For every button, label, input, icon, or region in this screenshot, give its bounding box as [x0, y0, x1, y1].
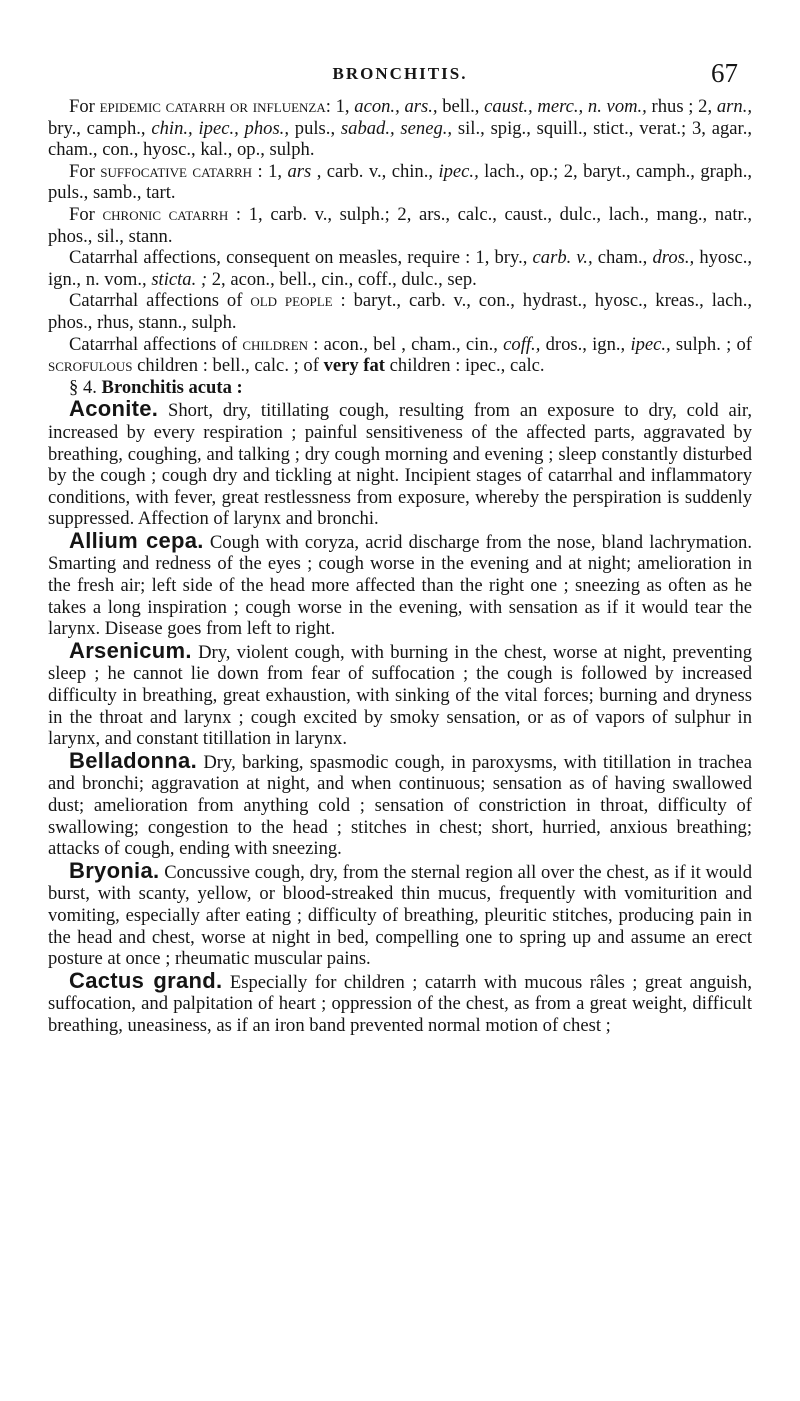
remedy-entry — [48, 857, 753, 970]
paragraph-old-people: Catarrhal affections of old people : baryt., carb. v., con., hydrast., hyosc., kreas., lach., phos., rhus, stann., sulph. — [48, 290, 752, 333]
remedy-name: Cactus grand. — [69, 967, 223, 993]
label-children: children — [242, 333, 309, 355]
remedy-text: Dry, barking, spasmodic cough, in paroxysms, with titillation in trachea and bronchi; aggravation at night, and when continuous; sensation as of having swallowed dust; amelioration from anything cold ; sensation of constriction in throat, difficulty of swallowing; congestion to the head ; stitches in chest; short, hurried, anxious breathing; attacks of cough, ending with sneezing. — [48, 751, 752, 860]
remedy-text: Cough with coryza, acrid discharge from the nose, bland lachrymation. Smarting and redness of the eyes ; cough worse in the evening and at night; amelioration in the fresh air; left side of the head more affected than the right one ; sneezing as often as he takes a long inspiration ; cough worse in the evening, with sensation as if it would tear the larynx. Disease goes from left to right. — [48, 531, 752, 640]
remedy-name: Arsenicum. — [69, 637, 192, 663]
remedy-name: Aconite. — [69, 396, 159, 422]
label-old-people: old people — [250, 290, 333, 312]
page-body — [48, 96, 752, 1037]
remedy-name: Allium cepa. — [69, 527, 204, 553]
remedy-entry — [48, 747, 752, 860]
paragraph-suffocative-catarrh: For suffocative catarrh : 1, ars , carb. v., chin., ipec., lach., op.; 2, baryt., camph., graph., puls., samb., tart. — [48, 160, 752, 204]
label-scrofulous: scrofulous — [48, 355, 133, 377]
remedy-name: Bryonia. — [69, 857, 160, 883]
section-number: § 4. — [69, 376, 97, 398]
label-chronic-catarrh: chronic catarrh — [102, 203, 229, 225]
remedy-name: Belladonna. — [69, 747, 197, 773]
paragraph-measles: Catarrhal affections, consequent on measles, require : 1, bry., carb. v., cham., dros., hyosc., ign., n. vom., sticta. ; 2, acon., bell., cin., coff., dulc., sep. — [48, 247, 753, 290]
remedy-text: Especially for children ; catarrh with mucous râles ; great anguish, suffocation, and palpitation of heart ; oppression of the chest, as from a great weight, difficult breathing, uneasiness, as if an iron band prevented normal motion of chest ; — [48, 971, 752, 1036]
running-title: BRONCHITIS. — [332, 64, 468, 83]
label-epidemic-catarrh: epidemic catarrh or influenza — [99, 96, 326, 117]
page-number: 67 — [711, 58, 738, 88]
section-title: Bronchitis acuta : — [101, 376, 243, 398]
remedy-text: Concussive cough, dry, from the sternal region all over the chest, as if it would burst, with scanty, yellow, or blood-streaked thin mucus, frequently with vomiturition and vomiting, especially after eating ; difficulty of breathing, pleuritic stitches, producing pain in the head and chest, worse at night in bed, compelling one to spring up and assume an erect posture at once ; rheumatic muscular pains. — [48, 861, 753, 970]
paragraph-chronic-catarrh: For chronic catarrh : 1, carb. v., sulph.; 2, ars., calc., caust., dulc., lach., mang., natr., phos., sil., stann. — [48, 203, 752, 247]
section-heading — [48, 377, 752, 399]
remedy-entry — [48, 398, 752, 530]
remedy-entry — [48, 637, 752, 750]
remedy-text: Dry, violent cough, with burning in the chest, worse at night, preventing sleep ; he cannot lie down from fear of suffocation ; the cough is followed by increased difficulty in breathing, great exhaustion, with sinking of the vital forces; burning and dryness in the throat and larynx ; cough excited by smoky sensation, or as of vapors of sulphur in larynx, and constant titillation in larynx. — [48, 641, 752, 750]
label-suffocative-catarrh: suffocative catarrh — [100, 160, 253, 182]
remedy-entry — [48, 967, 752, 1037]
paragraph-children: Catarrhal affections of children : acon., bel , cham., cin., coff., dros., ign., ipec., sulph. ; of scrofulous children : bell., calc. ; of very fat children : ipec., calc. — [48, 333, 752, 377]
paragraph-epidemic-catarrh: For epidemic catarrh or influenza: 1, acon., ars., bell., caust., merc., n. vom., rhus ; 2, arn., bry., camph., chin., ipec., phos., puls., sabad., seneg., sil., spig., squill., stict., verat.; 3, agar., cham., con., hyosc., kal., op., sulph. — [48, 96, 752, 161]
remedy-entry — [48, 527, 752, 640]
running-header — [40, 58, 760, 88]
remedy-text: Short, dry, titillating cough, resulting from an exposure to dry, cold air, increased by every respiration ; painful sensitiveness of the affected parts, aggravated by breathing, coughing, and talking ; dry cough morning and evening ; sleep constantly disturbed by the cough ; cough dry and tickling at night. Incipient stages of catarrhal and inflammatory conditions, with fever, great restlessness from exposure, whereby the perspiration is suddenly suppressed. Affection of larynx and bronchi. — [48, 400, 752, 530]
